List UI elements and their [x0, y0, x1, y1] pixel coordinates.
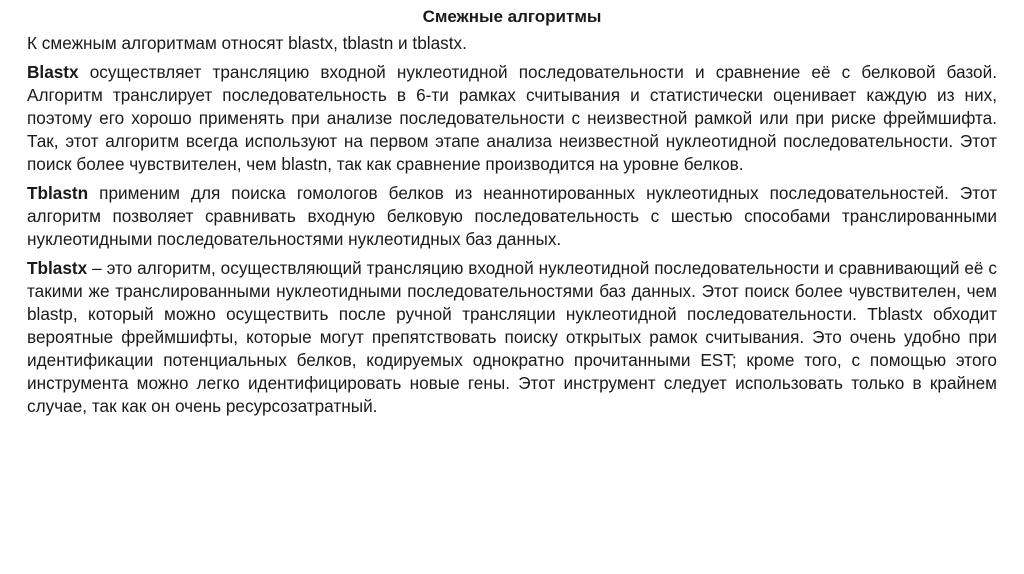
paragraph-tblastn: [27, 182, 997, 251]
intro-text: К смежным алгоритмам относят blastx, tblastn и tblastx.: [27, 33, 467, 53]
page-title: Смежные алгоритмы: [422, 7, 602, 26]
term-blastx: Blastx: [27, 62, 79, 82]
term-tblastx: Tblastx: [27, 258, 88, 278]
paragraph-tblastx: [27, 257, 997, 418]
paragraph-tblastn-text: применим для поиска гомологов белков из неаннотированных нуклеотидных последовательностей. Этот алгоритм позволяет сравнивать входную белковую последовательность с шестью способами транслированными нуклеотидными последовательностями нуклеотидных баз данных.: [27, 183, 997, 249]
paragraph-blastx-text: осуществляет трансляцию входной нуклеотидной последовательности и сравнение её с белковой базой. Алгоритм транслирует последовательность в 6-ти рамках считывания и статистически оценивает каждую из них, поэтому его хорошо применять при анализе последовательности с неизвестной рамкой или при риске фреймшифта. Так, этот алгоритм всегда используют на первом этапе анализа неизвестной нуклеотидной последовательности. Этот поиск более чувствителен, чем blastn, так как сравнение производится на уровне белков.: [27, 62, 997, 174]
paragraph-tblastx-text: – это алгоритм, осуществляющий трансляцию входной нуклеотидной последовательности и сравнивающий её с такими же транслированными нуклеотидными последовательностями баз данных. Этот поиск более чувствителен, чем blastp, который можно осуществить после ручной трансляции нуклеотидной последовательности. Tblastx обходит вероятные фреймшифты, которые могут препятствовать поиску открытых рамок считывания. Это очень удобно при идентификации потенциальных белков, кодируемых однократно прочитанными EST; кроме того, с помощью этого инструмента можно легко идентифицировать новые гены. Этот инструмент следует использовать только в крайнем случае, так как он очень ресурсозатратный.: [27, 258, 997, 416]
term-tblastn: Tblastn: [27, 183, 89, 203]
paragraph-blastx: [27, 61, 997, 176]
